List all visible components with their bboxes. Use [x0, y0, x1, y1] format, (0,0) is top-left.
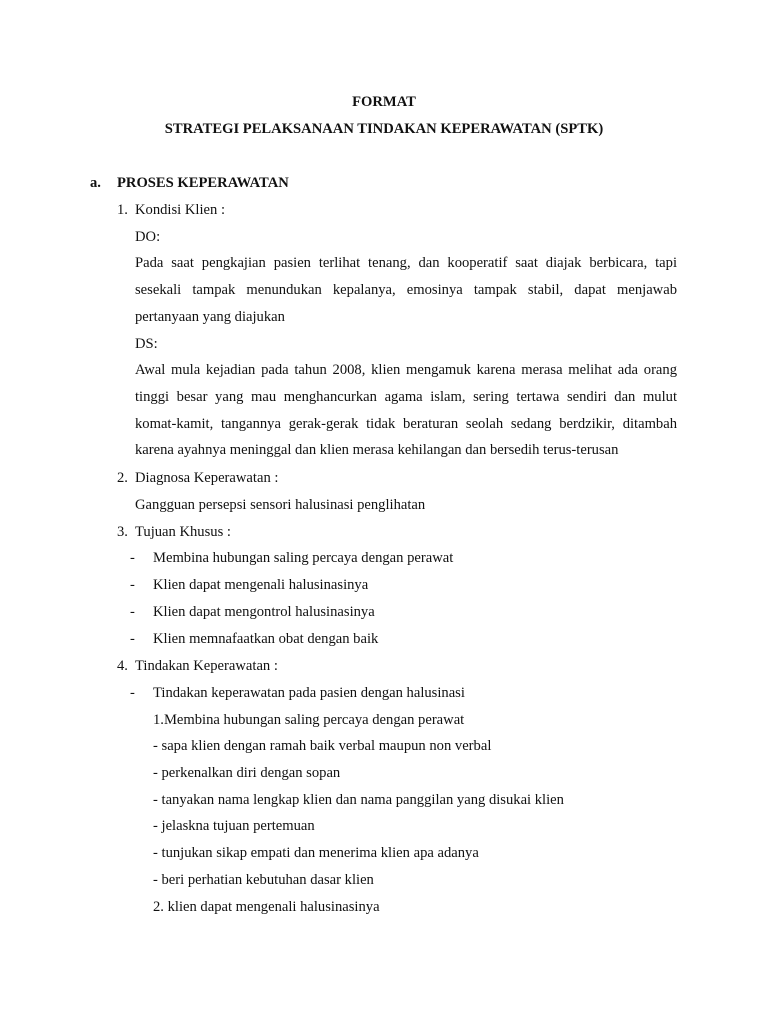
- tindakan-subline: - beri perhatian kebutuhan dasar klien: [153, 872, 374, 888]
- tindakan-subline: - tanyakan nama lengkap klien dan nama panggilan yang disukai klien: [153, 792, 564, 808]
- tindakan-subline: 1.Membina hubungan saling percaya dengan perawat: [153, 712, 465, 728]
- tujuan-bullet: -: [130, 604, 135, 620]
- tujuan-label: Tujuan Khusus :: [135, 524, 231, 540]
- tindakan-subline: - tunjukan sikap empati dan menerima klien apa adanya: [153, 845, 479, 861]
- kondisi-number: 1.: [117, 202, 128, 218]
- tujuan-bullet: -: [130, 577, 135, 593]
- tindakan-subline: - perkenalkan diri dengan sopan: [153, 765, 341, 781]
- document-subtitle: STRATEGI PELAKSANAAN TINDAKAN KEPERAWATAN (SPTK): [164, 121, 604, 137]
- diagnosa-text: Gangguan persepsi sensori halusinasi penglihatan: [135, 497, 426, 513]
- diagnosa-number: 2.: [117, 470, 128, 486]
- document-title: FORMAT: [352, 94, 416, 110]
- tindakan-subline: - jelaskna tujuan pertemuan: [153, 818, 315, 834]
- tujuan-number: 3.: [117, 524, 128, 540]
- tujuan-item: Klien dapat mengontrol halusinasinya: [153, 604, 375, 620]
- do-label: DO:: [135, 229, 161, 245]
- tindakan-label: Tindakan Keperawatan :: [135, 658, 278, 674]
- do-paragraph: Pada saat pengkajian pasien terlihat tenang, dan kooperatif saat diajak berbicara, tapi sesekali tampak menundukan kepalanya, emosinya tampak stabil, dapat menjawab pertanyaan yang diajukan: [135, 255, 677, 325]
- tindakan-bullet: -: [130, 685, 135, 701]
- kondisi-label: Kondisi Klien :: [135, 202, 225, 218]
- ds-label: DS:: [135, 336, 158, 352]
- tindakan-subline: - sapa klien dengan ramah baik verbal maupun non verbal: [153, 738, 492, 754]
- tindakan-item: Tindakan keperawatan pada pasien dengan halusinasi: [153, 685, 465, 701]
- ds-paragraph: Awal mula kejadian pada tahun 2008, klien mengamuk karena merasa melihat ada orang tinggi besar yang mau menghancurkan agama islam, sering tertawa sendiri dan mulut komat-kamit, tangannya gerak-gerak tidak beraturan seolah sedang berdzikir, ditambah karena ayahnya meninggal dan klien merasa kehilangan dan bersedih terus-terusan: [135, 362, 677, 459]
- tindakan-subline: 2. klien dapat mengenali halusinasinya: [153, 899, 380, 915]
- diagnosa-label: Diagnosa Keperawatan :: [135, 470, 279, 486]
- section-a-heading: PROSES KEPERAWATAN: [117, 175, 289, 191]
- tujuan-item: Membina hubungan saling percaya dengan perawat: [153, 550, 454, 566]
- tujuan-bullet: -: [130, 550, 135, 566]
- tindakan-number: 4.: [117, 658, 128, 674]
- tujuan-item: Klien memnafaatkan obat dengan baik: [153, 631, 379, 647]
- tujuan-item: Klien dapat mengenali halusinasinya: [153, 577, 369, 593]
- tujuan-bullet: -: [130, 631, 135, 647]
- section-a-marker: a.: [90, 175, 101, 191]
